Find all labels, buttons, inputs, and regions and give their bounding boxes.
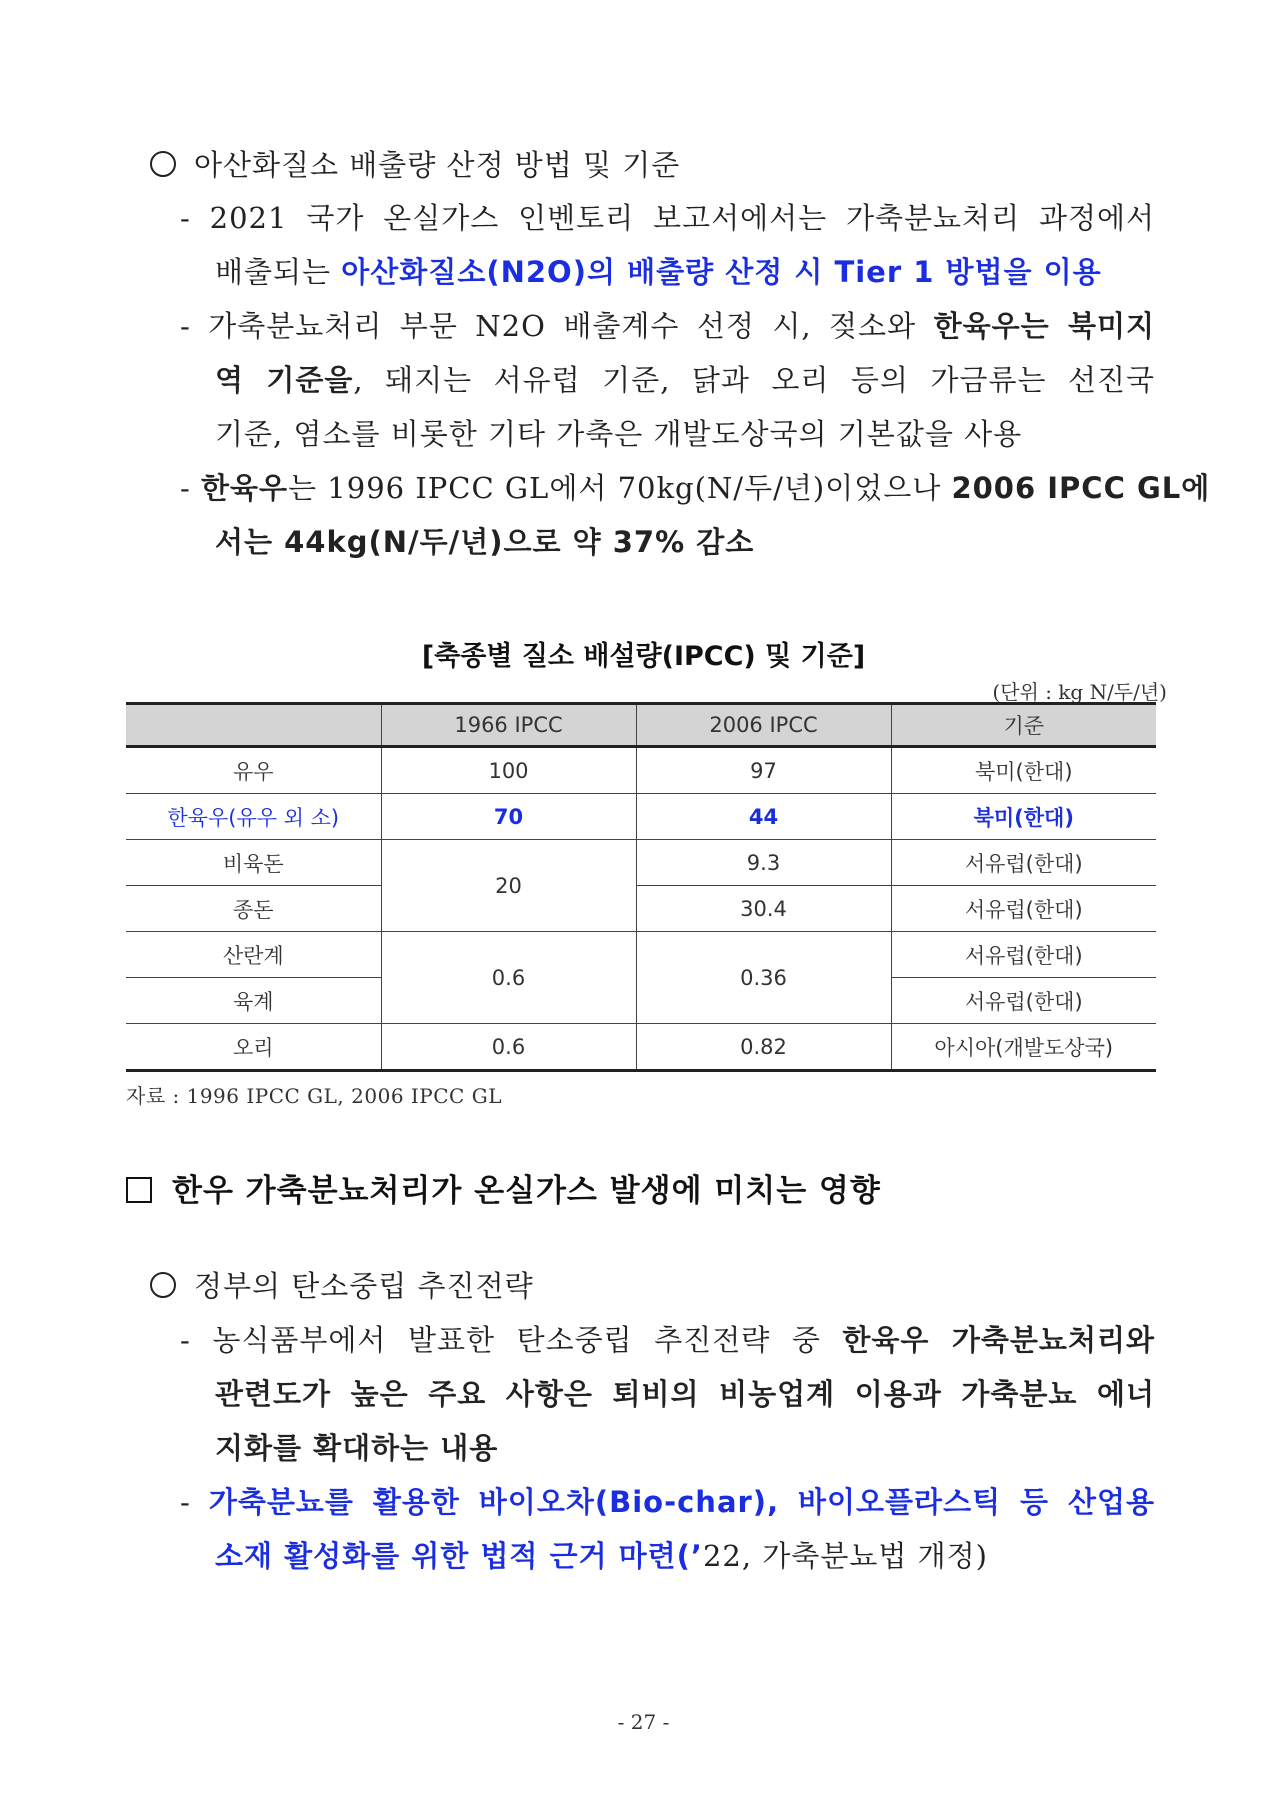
table-header-row xyxy=(126,704,1156,747)
table-cell-1966: 0.6 xyxy=(381,1024,636,1071)
nitrogen-excretion-table xyxy=(126,702,1156,1072)
table-row-highlighted xyxy=(126,794,1156,840)
section2-subheading: 정부의 탄소중립 추진전략 xyxy=(150,1266,534,1306)
table-cell-animal: 비육돈 xyxy=(126,840,381,886)
section1-bullet2-line3: 기준, 염소를 비롯한 기타 가축은 개발도상국의 기본값을 사용 xyxy=(215,417,1023,451)
section1-heading: 아산화질소 배출량 산정 방법 및 기준 xyxy=(150,145,680,185)
table-cell-1966: 0.6 xyxy=(381,932,636,1024)
table-cell-animal: 산란계 xyxy=(126,932,381,978)
section1-bullet2-line1: - 가축분뇨처리 부문 N2O 배출계수 선정 시, 젖소와 한육우는 북미지 xyxy=(180,309,1155,343)
section2-bullet1-line2: 관련도가 높은 주요 사항은 퇴비의 비농업계 이용과 가축분뇨 에너 xyxy=(215,1377,1155,1411)
page-number: - 27 - xyxy=(617,1710,670,1734)
table-cell-basis: 서유럽(한대) xyxy=(891,932,1156,978)
table-header-cell xyxy=(126,704,381,747)
table-row xyxy=(126,886,1156,932)
table-row xyxy=(126,840,1156,886)
table-cell-basis: 북미(한대) xyxy=(891,794,1156,840)
table-cell-basis: 서유럽(한대) xyxy=(891,886,1156,932)
table-header-cell: 1966 IPCC xyxy=(381,704,636,747)
table-cell-2006: 0.82 xyxy=(636,1024,891,1071)
table-row xyxy=(126,932,1156,978)
table-row xyxy=(126,747,1156,794)
table-cell-2006: 9.3 xyxy=(636,840,891,886)
section2-bullet1-line3: 지화를 확대하는 내용 xyxy=(215,1431,499,1465)
circle-bullet-icon xyxy=(150,1272,176,1298)
section1-bullet1-line1: - 2021 국가 온실가스 인벤토리 보고서에서는 가축분뇨처리 과정에서 xyxy=(180,201,1155,235)
table-header-cell: 2006 IPCC xyxy=(636,704,891,747)
table-cell-animal: 오리 xyxy=(126,1024,381,1071)
section1-bullet3-line1: - 한육우는 1996 IPCC GL에서 70kg(N/두/년)이었으나 2006 IPCC GL에 xyxy=(180,471,1211,505)
table-cell-basis: 서유럽(한대) xyxy=(891,840,1156,886)
section1-bullet2-line2: 역 기준을, 돼지는 서유럽 기준, 닭과 오리 등의 가금류는 선진국 xyxy=(215,363,1155,397)
table-cell-animal: 종돈 xyxy=(126,886,381,932)
table-source: 자료 : 1996 IPCC GL, 2006 IPCC GL xyxy=(126,1084,502,1108)
table-unit: (단위 : kg N/두/년) xyxy=(992,680,1167,704)
table-cell-1966: 20 xyxy=(381,840,636,932)
table-caption: [축종별 질소 배설량(IPCC) 및 기준] xyxy=(421,641,866,672)
table-row xyxy=(126,1024,1156,1071)
table-cell-animal: 한육우(유우 외 소) xyxy=(126,794,381,840)
section1-bullet1-line2: 배출되는 아산화질소(N2O)의 배출량 산정 시 Tier 1 방법을 이용 xyxy=(215,255,1102,289)
table-cell-1966: 70 xyxy=(381,794,636,840)
circle-bullet-icon xyxy=(150,151,176,177)
table-cell-animal: 유우 xyxy=(126,747,381,794)
table-cell-2006: 44 xyxy=(636,794,891,840)
table-cell-basis: 아시아(개발도상국) xyxy=(891,1024,1156,1071)
section2-title: 한우 가축분뇨처리가 온실가스 발생에 미치는 영향 xyxy=(126,1165,881,1210)
table-cell-2006: 0.36 xyxy=(636,932,891,1024)
table-cell-basis: 서유럽(한대) xyxy=(891,978,1156,1024)
table-cell-2006: 97 xyxy=(636,747,891,794)
section2-bullet2-line2: 소재 활성화를 위한 법적 근거 마련(’22, 가축분뇨법 개정) xyxy=(215,1539,988,1573)
table-cell-basis: 북미(한대) xyxy=(891,747,1156,794)
square-bullet-icon xyxy=(126,1177,152,1203)
table-cell-animal: 육계 xyxy=(126,978,381,1024)
section2-bullet2-line1: - 가축분뇨를 활용한 바이오차(Bio-char), 바이오플라스틱 등 산업용 xyxy=(180,1485,1155,1519)
table-cell-2006: 30.4 xyxy=(636,886,891,932)
section2-bullet1-line1: - 농식품부에서 발표한 탄소중립 추진전략 중 한육우 가축분뇨처리와 xyxy=(180,1323,1155,1357)
table-cell-1966: 100 xyxy=(381,747,636,794)
section1-bullet3-line2: 서는 44kg(N/두/년)으로 약 37% 감소 xyxy=(215,525,755,559)
table-header-cell: 기준 xyxy=(891,704,1156,747)
